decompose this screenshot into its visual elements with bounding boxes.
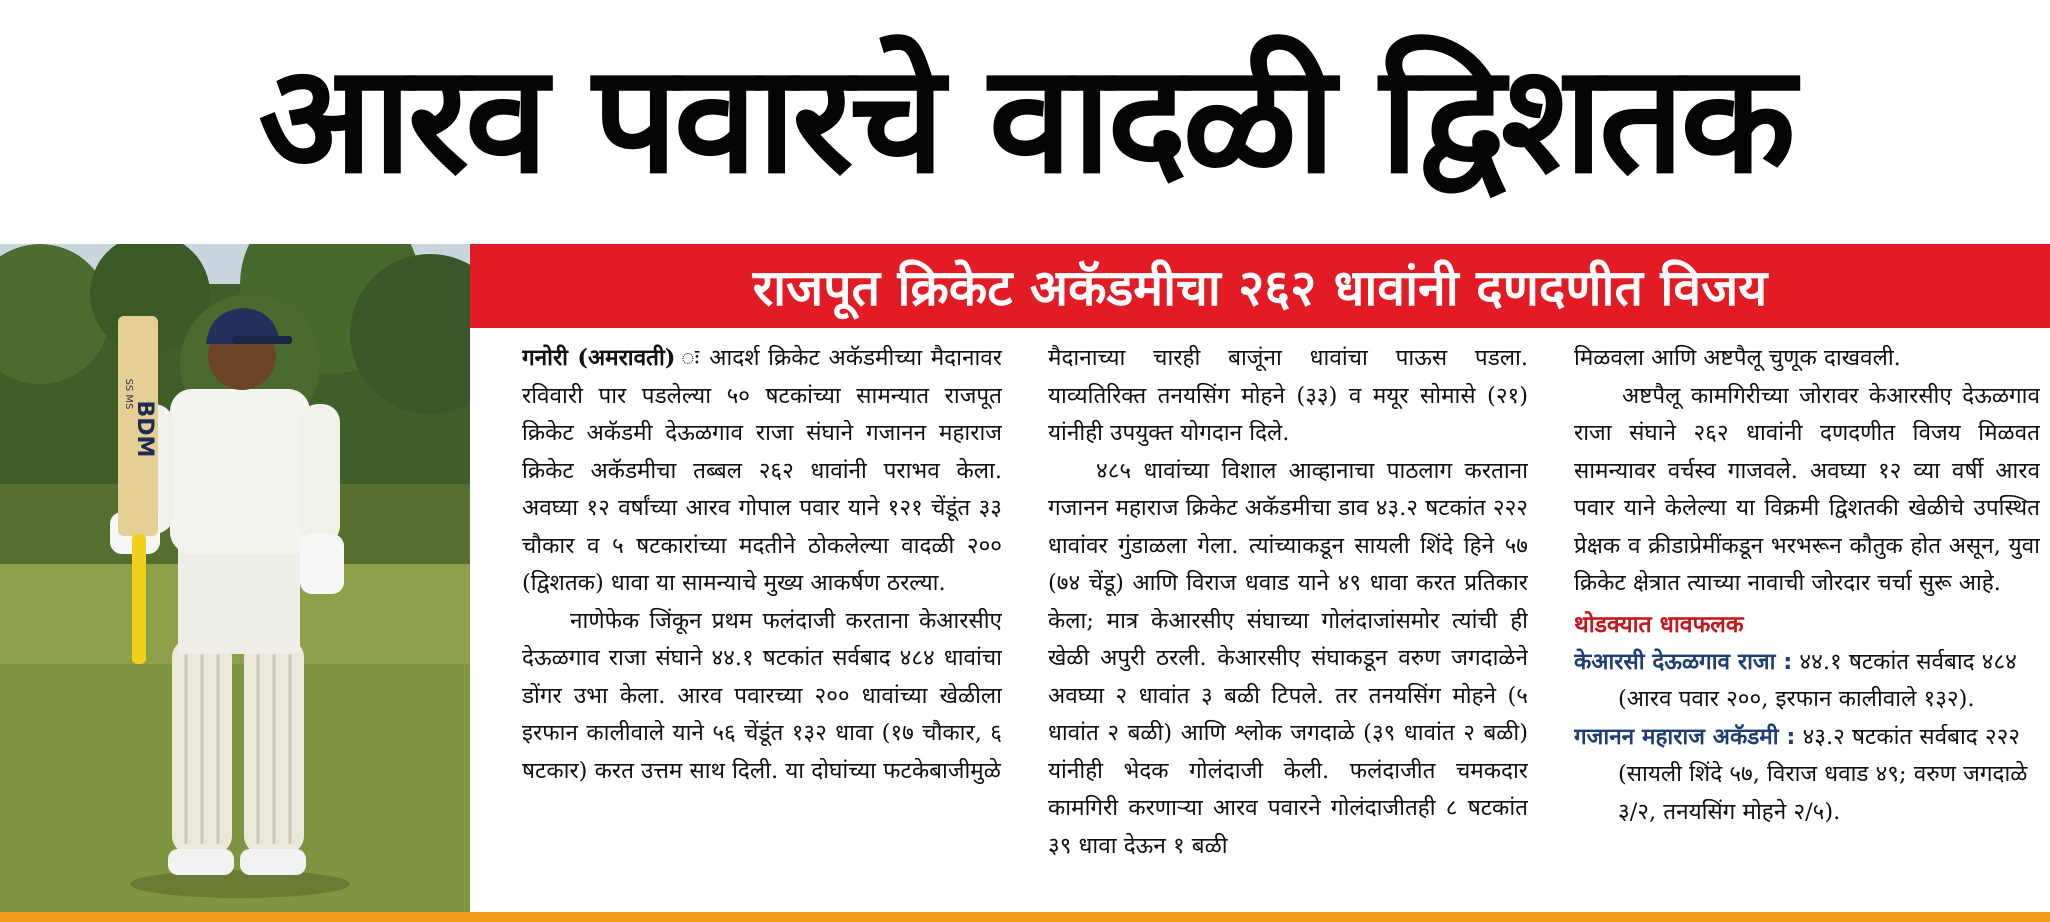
player-photo (0, 244, 470, 912)
scorecard-team (1574, 719, 2040, 832)
article-paragraph: मैदानाच्या चारही बाजूंना धावांचा पाऊस पडला. याव्यतिरिक्त तनयसिंग मोहने (३३) व मयूर सोमासे (२१) यांनीही उपयुक्त योगदान दिले. (1048, 345, 1528, 446)
article-column-2 (1048, 340, 1528, 912)
article-paragraph: अष्टपैलू कामगिरीच्या जोरावर केआरसीए देऊळगाव राजा संघाने २६२ धावांनी दणदणीत विजय मिळवत सामन्यावर वर्चस्व गाजवले. अवघ्या १२ व्या वर्षी आरव पवार याने केलेल्या या विक्रमी द्विशतकी खेळीचे उपस्थित प्रेक्षक व क्रीडाप्रेमींकडून भरभरून कौतुक होत असून, युवा क्रिकेट क्षेत्रात त्याच्या नावाची जोरदार चर्चा सुरू आहे. (1574, 382, 2040, 596)
article-paragraph: मिळवला आणि अष्टपैलू चुणूक दाखवली. (1574, 345, 1901, 371)
scorecard-team-name: केआरसी देऊळगाव राजा : (1574, 648, 1793, 675)
bat-brand: BDM (132, 400, 157, 458)
headline: आरव पवारचे वादळी द्विशतक (258, 33, 1792, 207)
scorecard-title: थोडक्यात धावफलक (1574, 611, 1744, 638)
article-column-3 (1574, 340, 2040, 912)
scorecard-team (1574, 644, 2040, 719)
article-paragraph: ४८५ धावांच्या विशाल आव्हानाचा पाठलाग करताना गजानन महाराज क्रिकेट अकॅडमीचा डाव ४३.२ षटकांत २२२ धावांवर गुंडाळला गेला. त्यांच्याकडून सायली शिंदे हिने ५७ (७४ चेंडू) आणि विराज धवाड याने ४९ धावा करत प्रतिकार केला; मात्र केआरसीए संघाच्या गोलंदाजांसमोर त्यांची ही खेळी अपुरी ठरली. केआरसीए संघाकडून वरुण जगदाळेने अवघ्या २ धावांत ३ बळी टिपले. तर तनयसिंग मोहने (५ धावांत २ बळी) आणि श्लोक जगदाळे (३९ धावांत २ बळी) यांनीही भेदक गोलंदाजी केली. फलंदाजीत चमकदार कामगिरी करणाऱ्या आरव पवारने गोलंदाजीतही ८ षटकांत ३९ धावा देऊन १ बळी (1048, 457, 1528, 859)
dateline: गनोरी (अमरावती) (522, 345, 676, 371)
article-body (470, 340, 2050, 912)
paragraph-text: ः आदर्श क्रिकेट अकॅडमीच्या मैदानावर रविवारी पार पडलेल्या ५० षटकांच्या सामन्यात राजपूत क्रिकेट अकॅडमी देऊळगाव राजा संघाने गजानन महाराज क्रिकेट अकॅडमीचा तब्बल २६२ धावांनी पराभव केला. अवघ्या १२ वर्षांच्या आरव गोपाल पवार याने १२१ चेंडूंत ३३ चौकार व ५ षटकारांच्या मदतीने ठोकलेल्या वादळी २०० (द्विशतक) धावा या सामन्याचे मुख्य आकर्षण ठरल्या. (522, 345, 1002, 596)
scorecard-team-score: ४४.१ षटकांत सर्वबाद ४८४ (आरव पवार २००, इरफान कालीवाले १३२). (1618, 648, 2017, 712)
scorecard-team-score: ४३.२ षटकांत सर्वबाद २२२ (सायली शिंदे ५७, विराज धवाड ४९; वरुण जगदाळे ३/२, तनयसिंग मोहने २/५). (1618, 723, 2028, 825)
scorecard-team-name: गजानन महाराज अकॅडमी : (1574, 723, 1796, 750)
article-paragraph (522, 340, 1002, 603)
article-paragraph: नाणेफेक जिंकून प्रथम फलंदाजी करताना केआरसीए देऊळगाव राजा संघाने ४४.१ षटकांत सर्वबाद ४८४ धावांचा डोंगर उभा केला. आरव पवारच्या २०० धावांच्या खेळीला इरफान कालीवाले याने ५६ चेंडूंत १३२ धावा (१७ चौकार, ६ षटकार) करत उत्तम साथ दिली. या दोघांच्या फटकेबाजीमुळे (522, 607, 1002, 784)
bottom-rule (0, 912, 2050, 922)
subheadline-banner: राजपूत क्रिकेट अकॅडमीचा २६२ धावांनी दणदणीत विजय (470, 244, 2050, 328)
article-column-1 (522, 340, 1002, 912)
bat-label: SS MS (123, 378, 134, 410)
